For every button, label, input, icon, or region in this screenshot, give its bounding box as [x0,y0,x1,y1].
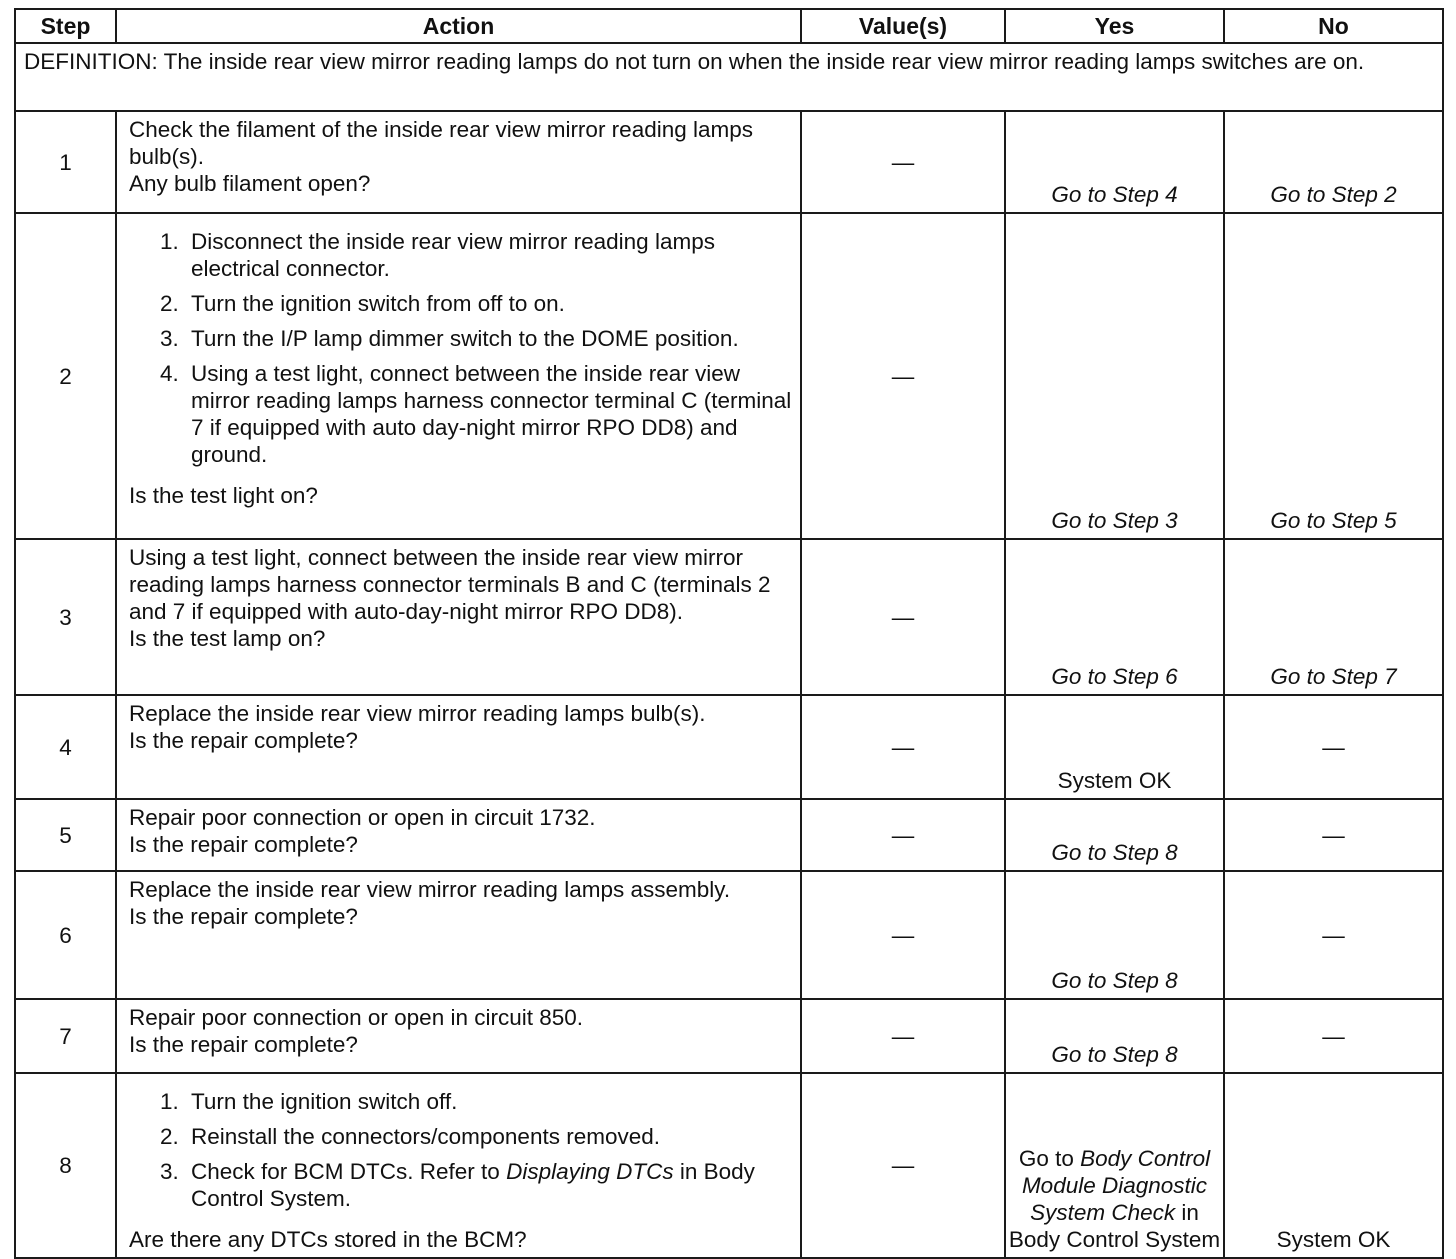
table-row [15,999,1443,1073]
list-item: 2. Reinstall the connectors/components removed. [185,1123,792,1150]
action-question: Any bulb filament open? [129,171,371,196]
action-cell [116,213,801,539]
no-cell: — [1224,799,1443,871]
no-cell: Go to Step 7 [1224,539,1443,695]
action-text: Using a test light, connect between the inside rear view mirror reading lamps harness connector terminals B and C (terminals 2 and 7 if equipped with auto-day-night mirror RPO DD8). [129,545,771,624]
list-item: 4. Using a test light, connect between the inside rear view mirror reading lamps harness connector terminal C (terminal 7 if equipped with auto day-night mirror RPO DD8) and ground. [185,360,792,468]
action-text: Replace the inside rear view mirror reading lamps assembly. [129,877,731,902]
list-item [185,1158,792,1212]
value-cell: — [801,695,1005,799]
action-cell [116,1073,801,1258]
bcm-diagnostic-reference: Body Control Module Diagnostic System Check [1021,1146,1211,1225]
yes-cell: Go to Step 8 [1005,799,1224,871]
table-row [15,539,1443,695]
header-no: No [1224,9,1443,43]
action-question: Is the repair complete? [129,832,358,857]
value-cell: — [801,799,1005,871]
no-cell: — [1224,871,1443,999]
displaying-dtcs-reference: Displaying DTCs [506,1159,674,1184]
list-item: 1. Disconnect the inside rear view mirror reading lamps electrical connector. [185,228,792,282]
action-question: Is the repair complete? [129,1032,358,1057]
value-cell: — [801,111,1005,213]
step-number: 7 [15,999,116,1073]
yes-cell: Go to Step 3 [1005,213,1224,539]
table-row [15,799,1443,871]
step-number: 2 [15,213,116,539]
step-number: 5 [15,799,116,871]
action-text: Check the filament of the inside rear view mirror reading lamps bulb(s). [129,117,754,169]
value-cell: — [801,1073,1005,1258]
action-cell [116,999,801,1073]
header-step: Step [15,9,116,43]
no-cell: — [1224,999,1443,1073]
diagnostic-table [14,8,1444,1259]
action-question: Is the test light on? [129,483,318,508]
yes-cell: Go to Step 4 [1005,111,1224,213]
list-item: 1. Turn the ignition switch off. [185,1088,792,1115]
value-cell: — [801,871,1005,999]
table-row [15,213,1443,539]
table-row [15,871,1443,999]
no-cell: Go to Step 5 [1224,213,1443,539]
table-row [15,695,1443,799]
action-question: Is the repair complete? [129,728,358,753]
action-question: Is the test lamp on? [129,626,326,651]
yes-text: in Body Control System [1008,1200,1221,1252]
no-cell: System OK [1224,1073,1443,1258]
header-values: Value(s) [801,9,1005,43]
table-row [15,1073,1443,1258]
action-cell [116,871,801,999]
yes-cell [1005,1073,1224,1258]
list-item-text: in Body Control System. [191,1159,755,1211]
yes-cell: Go to Step 8 [1005,999,1224,1073]
value-cell: — [801,999,1005,1073]
step-number: 8 [15,1073,116,1258]
list-item-text: Check for BCM DTCs. Refer to [191,1159,507,1184]
header-yes: Yes [1005,9,1224,43]
action-question: Is the repair complete? [129,904,358,929]
action-text: Repair poor connection or open in circuit 850. [129,1005,584,1030]
definition-text: DEFINITION: The inside rear view mirror reading lamps do not turn on when the inside rear view mirror reading lamps switches are on. [15,43,1443,111]
list-item: 3. Turn the I/P lamp dimmer switch to the DOME position. [185,325,792,352]
yes-cell: Go to Step 8 [1005,871,1224,999]
action-list [129,228,792,476]
table-row [15,111,1443,213]
step-number: 1 [15,111,116,213]
action-text: Repair poor connection or open in circuit 1732. [129,805,596,830]
yes-text: Go to [1018,1146,1081,1171]
yes-cell: System OK [1005,695,1224,799]
no-cell: — [1224,695,1443,799]
action-text: Replace the inside rear view mirror reading lamps bulb(s). [129,701,706,726]
step-number: 4 [15,695,116,799]
step-number: 6 [15,871,116,999]
action-question: Are there any DTCs stored in the BCM? [129,1227,527,1252]
list-item: 2. Turn the ignition switch from off to on. [185,290,792,317]
action-cell [116,539,801,695]
yes-cell: Go to Step 6 [1005,539,1224,695]
action-list [129,1088,792,1220]
value-cell: — [801,213,1005,539]
action-cell [116,695,801,799]
header-action: Action [116,9,801,43]
action-cell [116,111,801,213]
no-cell: Go to Step 2 [1224,111,1443,213]
value-cell: — [801,539,1005,695]
step-number: 3 [15,539,116,695]
header-row [15,9,1443,43]
definition-row [15,43,1443,111]
action-cell [116,799,801,871]
